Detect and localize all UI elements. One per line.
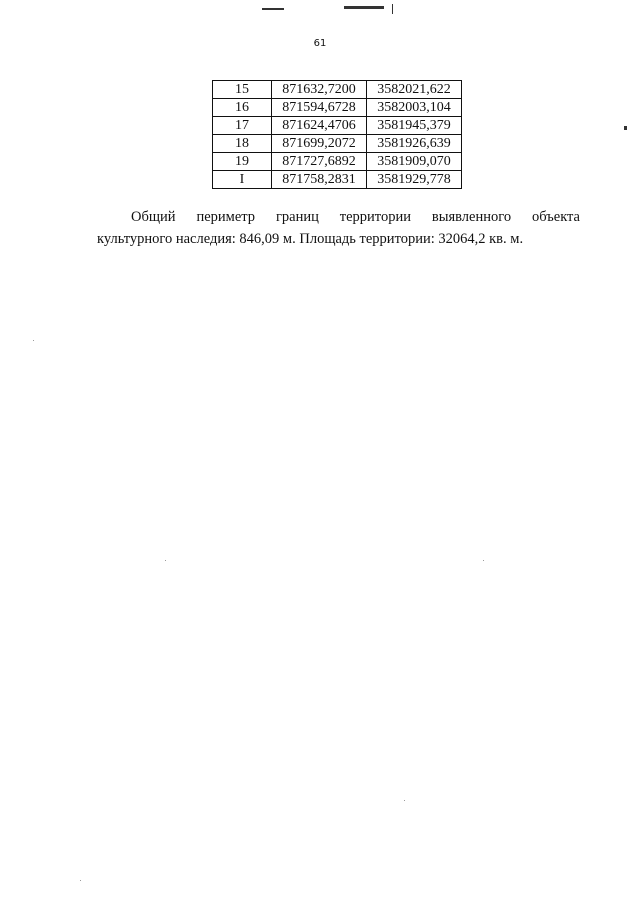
x-coordinate-cell: 871624,4706 <box>272 117 367 135</box>
table-row <box>213 153 462 171</box>
x-coordinate-cell: 871632,7200 <box>272 81 367 99</box>
coordinates-table-body <box>213 81 462 189</box>
table-row <box>213 135 462 153</box>
x-coordinate-cell: 871758,2831 <box>272 171 367 189</box>
scan-artifact <box>392 4 393 14</box>
y-coordinate-cell: 3581909,070 <box>367 153 462 171</box>
point-number-cell: 17 <box>213 117 272 135</box>
page-number: 61 <box>313 38 327 49</box>
table-row <box>213 81 462 99</box>
point-number-cell: I <box>213 171 272 189</box>
scan-speck <box>80 880 81 881</box>
scan-artifact <box>262 8 284 10</box>
summary-line-1: Общий периметр границ территории выявленного объекта <box>131 209 580 225</box>
scan-speck <box>404 800 405 801</box>
coordinates-table <box>212 80 462 189</box>
scan-artifact <box>344 6 384 9</box>
scan-artifact <box>624 126 627 130</box>
y-coordinate-cell: 3582021,622 <box>367 81 462 99</box>
table-row <box>213 99 462 117</box>
perimeter-area-summary <box>97 206 580 250</box>
y-coordinate-cell: 3581945,379 <box>367 117 462 135</box>
point-number-cell: 15 <box>213 81 272 99</box>
y-coordinate-cell: 3581929,778 <box>367 171 462 189</box>
scan-speck <box>165 560 166 561</box>
point-number-cell: 16 <box>213 99 272 117</box>
x-coordinate-cell: 871699,2072 <box>272 135 367 153</box>
scan-speck <box>33 340 34 341</box>
point-number-cell: 18 <box>213 135 272 153</box>
table-row <box>213 117 462 135</box>
scan-speck <box>483 560 484 561</box>
x-coordinate-cell: 871727,6892 <box>272 153 367 171</box>
y-coordinate-cell: 3581926,639 <box>367 135 462 153</box>
y-coordinate-cell: 3582003,104 <box>367 99 462 117</box>
point-number-cell: 19 <box>213 153 272 171</box>
table-row <box>213 171 462 189</box>
summary-line-2: культурного наследия: 846,09 м. Площадь территории: 32064,2 кв. м. <box>97 231 524 247</box>
x-coordinate-cell: 871594,6728 <box>272 99 367 117</box>
